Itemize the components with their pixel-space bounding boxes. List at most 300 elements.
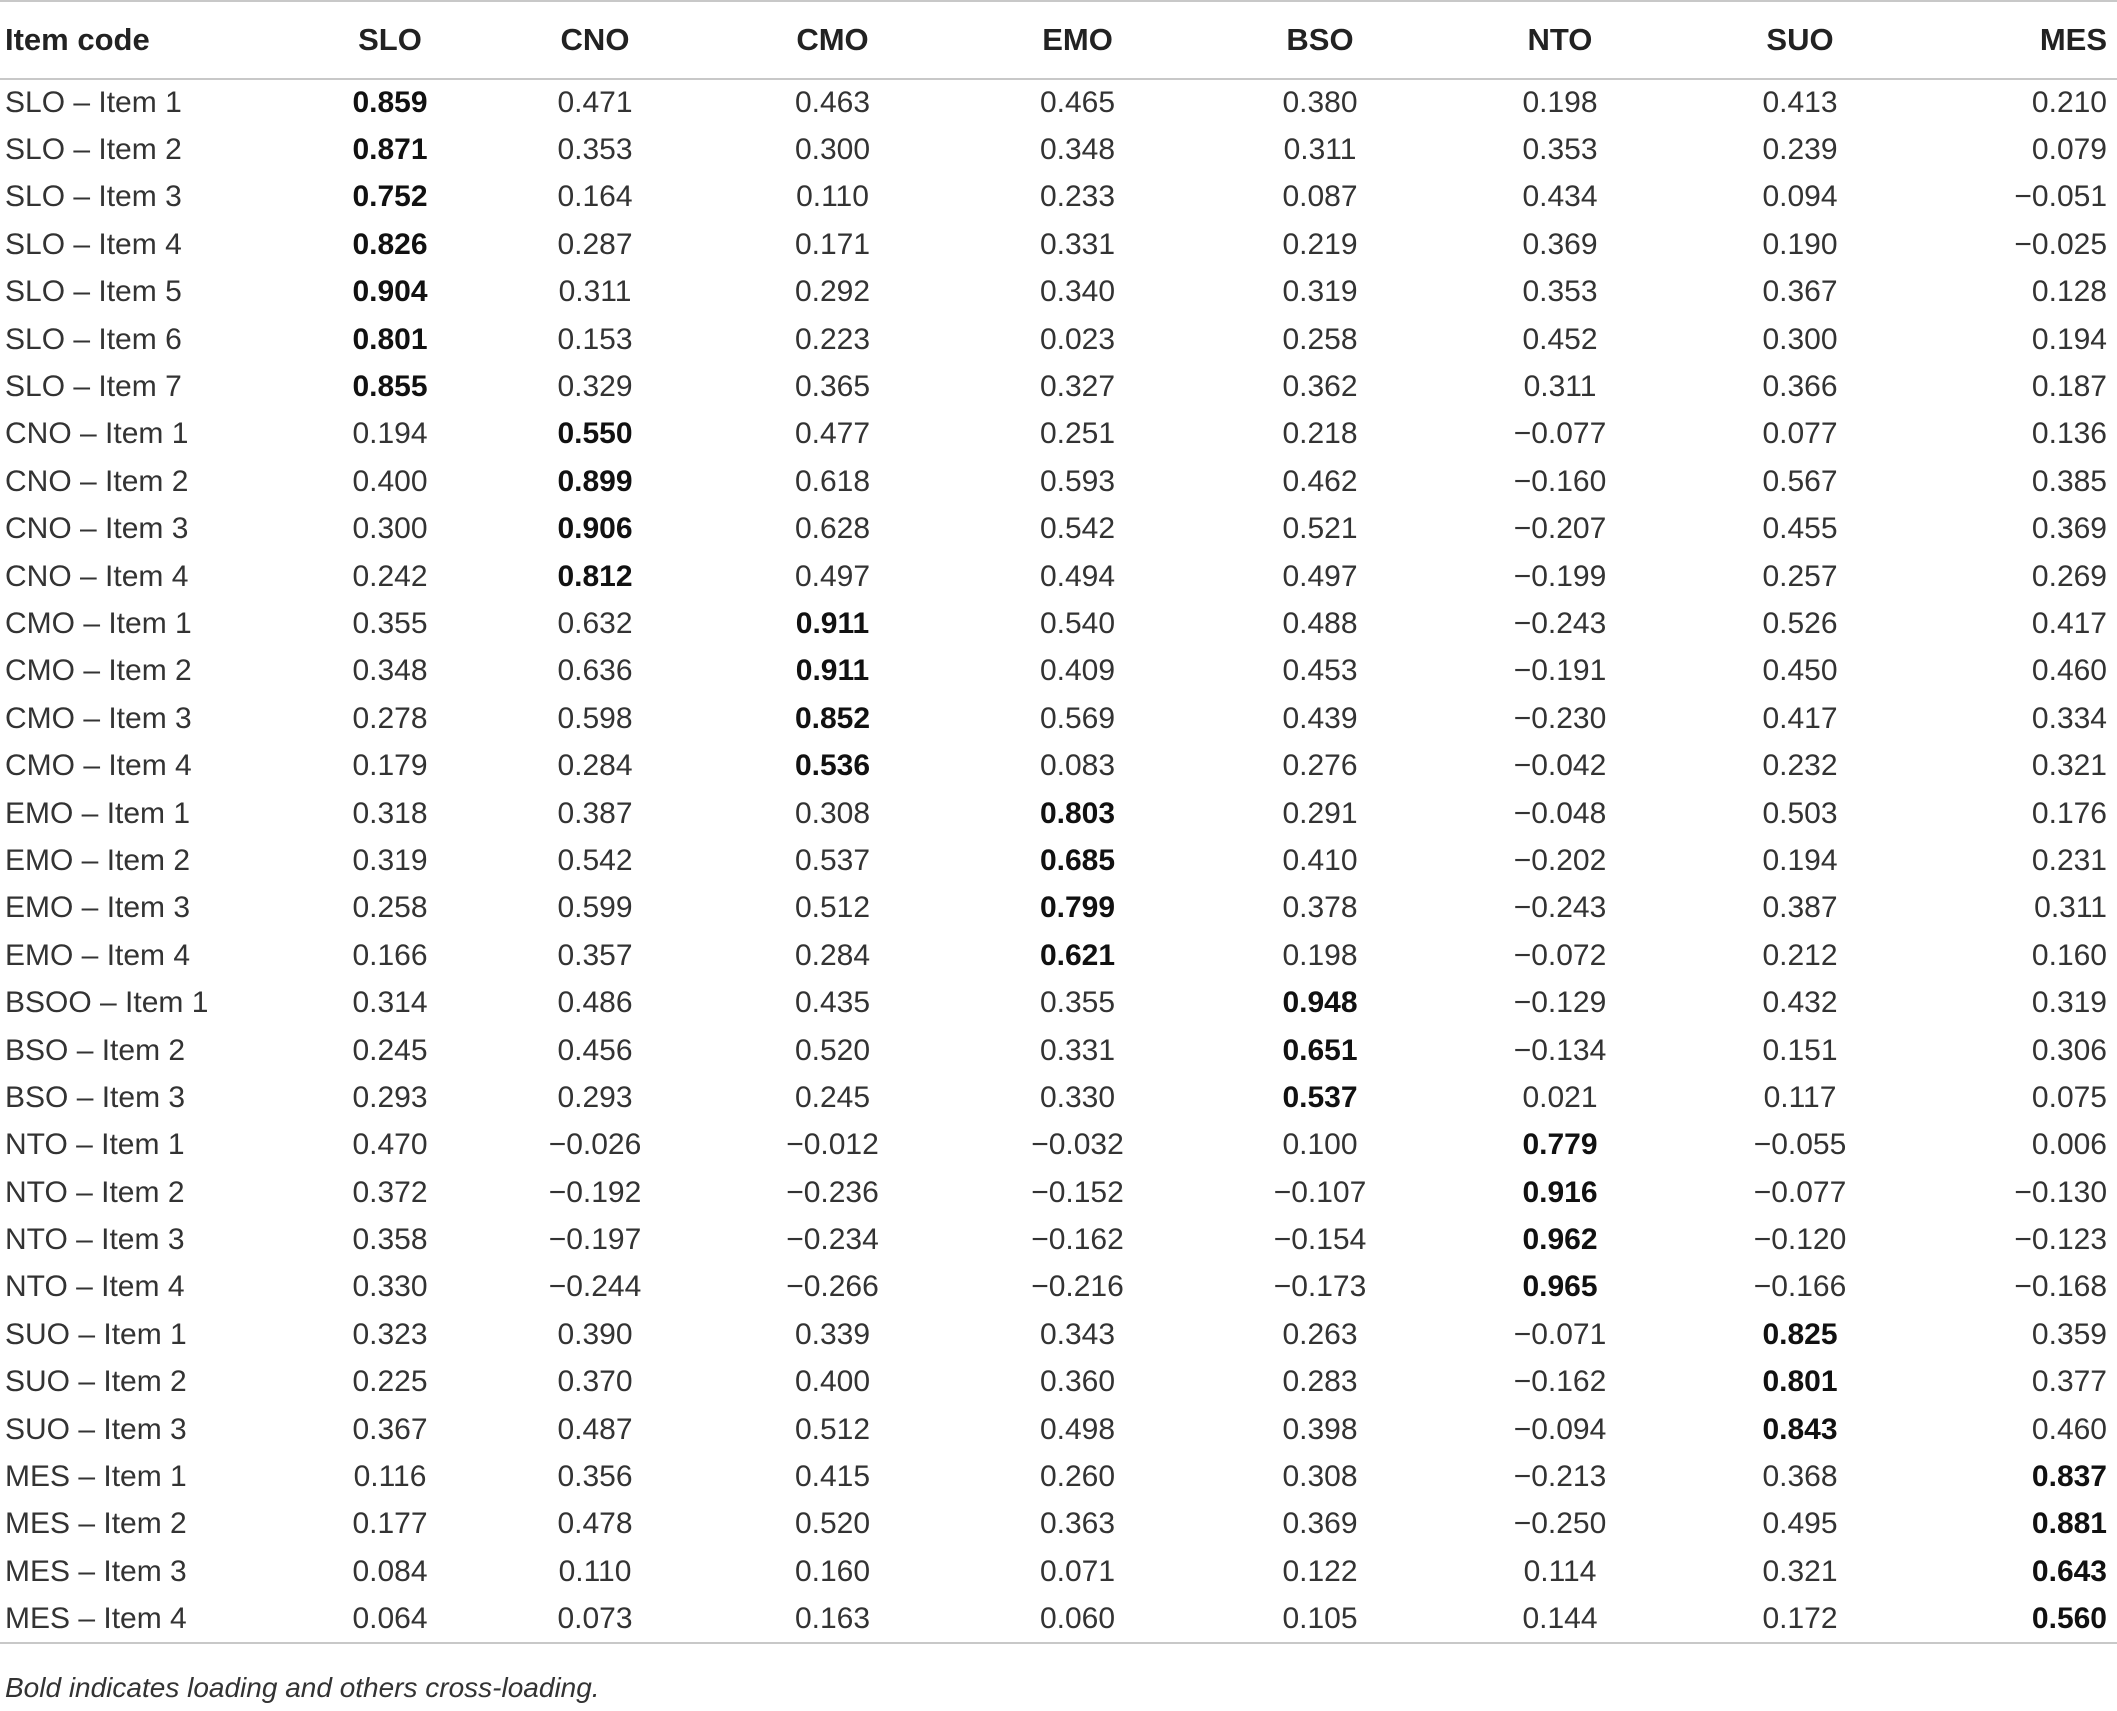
cross-loading-cell: 0.269 <box>2031 559 2107 593</box>
cross-loading-cell: 0.456 <box>557 1033 633 1067</box>
cross-loading-cell: 0.495 <box>1762 1507 1838 1541</box>
cross-loading-cell: 0.348 <box>1039 133 1116 167</box>
loading-cell: 0.801 <box>1762 1365 1838 1399</box>
cross-loading-cell: 0.413 <box>1762 86 1838 120</box>
cross-loading-cell: 0.353 <box>557 133 633 167</box>
cross-loading-cell: 0.540 <box>1039 606 1116 640</box>
table-row <box>0 932 2117 979</box>
cross-loading-cell: 0.417 <box>2031 606 2107 640</box>
cross-loading-cell: 0.176 <box>2031 796 2107 830</box>
cross-loading-cell: 0.372 <box>352 1175 428 1209</box>
cross-loading-cell: 0.075 <box>2031 1080 2107 1114</box>
cross-loading-cell: 0.460 <box>2031 1412 2107 1446</box>
cross-loading-cell: 0.021 <box>1522 1080 1598 1114</box>
cross-loading-cell: 0.087 <box>1282 180 1358 214</box>
cross-loading-cell: 0.462 <box>1282 464 1358 498</box>
table-row <box>0 363 2117 410</box>
cross-loading-cell: 0.417 <box>1762 701 1838 735</box>
cross-loading-cell: 0.308 <box>794 796 871 830</box>
cross-loading-cell: 0.378 <box>1282 891 1358 925</box>
cross-loading-cell: 0.367 <box>1762 275 1838 309</box>
table-row <box>0 837 2117 884</box>
cross-loading-cell: 0.064 <box>300 1596 480 1643</box>
cross-loading-cell: 0.537 <box>794 843 871 877</box>
cross-loading-cell: 0.520 <box>794 1033 871 1067</box>
cross-loading-cell: 0.331 <box>1039 227 1116 261</box>
loading-cell: 0.962 <box>1522 1223 1598 1257</box>
cross-loading-cell: 0.599 <box>557 891 633 925</box>
table-row <box>0 1359 2117 1406</box>
column-header-cno: CNO <box>480 1 710 79</box>
cross-loading-cell: 0.503 <box>1762 796 1838 830</box>
cross-loading-cell: −0.243 <box>1513 891 1607 925</box>
loading-cell: 0.843 <box>1762 1412 1838 1446</box>
cross-loading-cell: 0.520 <box>794 1507 871 1541</box>
cross-loading-cell: 0.398 <box>1282 1412 1358 1446</box>
cross-loading-cell: 0.330 <box>1039 1080 1116 1114</box>
cross-loading-cell: 0.327 <box>1039 370 1116 404</box>
cross-loading-cell: 0.471 <box>557 86 633 120</box>
cross-loading-cell: 0.276 <box>1282 749 1358 783</box>
table-row <box>0 1453 2117 1500</box>
cross-loading-cell: 0.187 <box>2031 370 2107 404</box>
cross-loading-cell: 0.300 <box>352 512 428 546</box>
cross-loading-cell: 0.319 <box>1282 275 1358 309</box>
item-code-cell: CMO – Item 3 <box>5 701 192 735</box>
cross-loading-cell: 0.258 <box>352 891 428 925</box>
table-row <box>0 1406 2117 1453</box>
item-code-cell: MES – Item 1 <box>5 1460 187 1494</box>
cross-loading-cell: 0.358 <box>352 1223 428 1257</box>
cross-loading-cell: 0.293 <box>352 1080 428 1114</box>
cross-loading-cell: 0.593 <box>1039 464 1116 498</box>
cross-loading-cell: 0.330 <box>352 1270 428 1304</box>
cross-loading-cell: 0.218 <box>1282 417 1358 451</box>
cross-loading-cell: 0.094 <box>1762 180 1838 214</box>
cross-loading-cell: 0.321 <box>2031 749 2107 783</box>
cross-loading-cell: 0.353 <box>1522 133 1598 167</box>
cross-loading-cell: −0.107 <box>1273 1175 1367 1209</box>
table-row <box>0 1216 2117 1263</box>
cross-loading-cell: 0.470 <box>352 1128 428 1162</box>
cross-loading-cell: −0.032 <box>1031 1128 1124 1162</box>
cross-loading-cell: 0.366 <box>1762 370 1838 404</box>
cross-loading-cell: 0.263 <box>1282 1317 1358 1351</box>
cross-loading-cell: 0.542 <box>1039 512 1116 546</box>
table-row <box>0 79 2117 126</box>
column-header-suo: SUO <box>1680 1 1920 79</box>
item-code-cell: SUO – Item 1 <box>5 1317 187 1351</box>
item-code-cell: SLO – Item 3 <box>5 180 182 214</box>
cross-loading-cell: 0.198 <box>1282 938 1358 972</box>
cross-loading-cell: 0.006 <box>2031 1128 2107 1162</box>
item-code-cell: SLO – Item 1 <box>5 86 182 120</box>
cross-loading-cell: 0.387 <box>557 796 633 830</box>
cross-loading-cell: 0.368 <box>1762 1460 1838 1494</box>
cross-loading-cell: −0.199 <box>1513 559 1607 593</box>
cross-loading-cell: 0.084 <box>352 1554 428 1588</box>
loading-cell: 0.651 <box>1282 1033 1358 1067</box>
loading-cell: 0.948 <box>1282 986 1358 1020</box>
cross-loading-cell: −0.230 <box>1513 701 1607 735</box>
cross-loading-cell: 0.164 <box>557 180 633 214</box>
cross-loading-cell: 0.542 <box>557 843 633 877</box>
cross-loading-cell: 0.260 <box>1039 1460 1116 1494</box>
item-code-cell: SLO – Item 7 <box>5 370 182 404</box>
cross-loading-cell: −0.173 <box>1273 1270 1367 1304</box>
cross-loading-cell: −0.042 <box>1513 749 1607 783</box>
cross-loading-cell: 0.400 <box>352 464 428 498</box>
table-row <box>0 742 2117 789</box>
item-code-cell: SLO – Item 6 <box>5 322 182 356</box>
cross-loading-cell: 0.163 <box>710 1596 955 1643</box>
cross-loading-cell: 0.284 <box>557 749 633 783</box>
cross-loading-cell: −0.166 <box>1753 1270 1847 1304</box>
cross-loading-cell: 0.105 <box>1200 1596 1440 1643</box>
cross-loading-cell: 0.083 <box>1039 749 1116 783</box>
cross-loading-cell: 0.487 <box>557 1412 633 1446</box>
cross-loading-cell: 0.494 <box>1039 559 1116 593</box>
item-code-cell: SLO – Item 5 <box>5 275 182 309</box>
cross-loading-cell: 0.194 <box>1762 843 1838 877</box>
cross-loading-cell: −0.160 <box>1513 464 1607 498</box>
loading-cell: 0.826 <box>352 227 428 261</box>
cross-loading-cell: 0.308 <box>1282 1460 1358 1494</box>
cross-loading-cell: 0.311 <box>558 275 632 309</box>
cross-loading-cell: 0.210 <box>2031 86 2107 120</box>
cross-loading-cell: 0.100 <box>1282 1128 1358 1162</box>
cross-loading-cell: 0.365 <box>794 370 871 404</box>
cross-loading-cell: 0.460 <box>2031 654 2107 688</box>
cross-loading-cell: 0.318 <box>352 796 428 830</box>
cross-loading-cell: 0.618 <box>794 464 871 498</box>
cross-loading-cell: 0.071 <box>1039 1554 1116 1588</box>
cross-loading-cell: 0.122 <box>1282 1554 1358 1588</box>
cross-loading-cell: 0.172 <box>1680 1596 1920 1643</box>
cross-loading-cell: 0.219 <box>1282 227 1358 261</box>
table-row <box>0 553 2117 600</box>
cross-loading-cell: 0.450 <box>1762 654 1838 688</box>
loading-cell: 0.537 <box>1282 1080 1358 1114</box>
cross-loading-cell: −0.048 <box>1513 796 1607 830</box>
cross-loading-cell: −0.055 <box>1753 1128 1847 1162</box>
cross-loading-cell: 0.369 <box>1282 1507 1358 1541</box>
table-row <box>0 411 2117 458</box>
cross-loading-cell: 0.390 <box>557 1317 633 1351</box>
loading-cell: 0.812 <box>557 559 633 593</box>
cross-loading-cell: 0.251 <box>1039 417 1116 451</box>
cross-loading-cell: 0.073 <box>480 1596 710 1643</box>
cross-loading-cell: 0.434 <box>1522 180 1598 214</box>
cross-loading-cell: 0.452 <box>1522 322 1598 356</box>
loading-cell: 0.859 <box>352 86 428 120</box>
cross-loading-cell: 0.357 <box>557 938 633 972</box>
cross-loading-cell: −0.154 <box>1273 1223 1367 1257</box>
cross-loading-cell: 0.478 <box>557 1507 633 1541</box>
cross-loading-cell: 0.334 <box>2031 701 2107 735</box>
loading-cell: 0.685 <box>1039 843 1116 877</box>
cross-loading-cell: 0.190 <box>1762 227 1838 261</box>
cross-loading-cell: 0.198 <box>1522 86 1598 120</box>
column-header-cmo: CMO <box>710 1 955 79</box>
cross-loading-cell: 0.463 <box>794 86 871 120</box>
cross-loading-cell: 0.306 <box>2031 1033 2107 1067</box>
table-row <box>0 1548 2117 1595</box>
cross-loading-cell: 0.348 <box>352 654 428 688</box>
cross-loading-cell: 0.512 <box>794 1412 871 1446</box>
item-code-cell: CMO – Item 2 <box>5 654 192 688</box>
column-header-emo: EMO <box>955 1 1200 79</box>
cross-loading-cell: 0.257 <box>1762 559 1838 593</box>
loading-cell: 0.550 <box>557 417 633 451</box>
table-row <box>0 1027 2117 1074</box>
item-code-cell: MES – Item 2 <box>5 1507 187 1541</box>
cross-loading-cell: 0.311 <box>2034 891 2107 925</box>
cross-loading-cell: 0.321 <box>1762 1554 1838 1588</box>
cross-loading-cell: 0.077 <box>1762 417 1838 451</box>
cross-loading-cell: −0.134 <box>1513 1033 1607 1067</box>
item-code-cell: SLO – Item 2 <box>5 133 182 167</box>
cross-loading-cell: 0.023 <box>1039 322 1116 356</box>
item-code-cell: SUO – Item 2 <box>5 1365 187 1399</box>
cross-loading-cell: 0.293 <box>557 1080 633 1114</box>
cross-loading-cell: 0.291 <box>1282 796 1358 830</box>
cross-loading-cell: 0.110 <box>558 1554 632 1588</box>
cross-loading-cell: 0.151 <box>1762 1033 1838 1067</box>
cross-loading-cell: 0.385 <box>2031 464 2107 498</box>
table-row <box>0 506 2117 553</box>
cross-loading-cell: 0.521 <box>1282 512 1358 546</box>
cross-loading-cell: 0.060 <box>955 1596 1200 1643</box>
item-code-cell: EMO – Item 2 <box>5 843 191 877</box>
cross-loading-cell: 0.114 <box>1523 1554 1597 1588</box>
cross-loading-cell: 0.314 <box>352 986 428 1020</box>
cross-loading-cell: 0.636 <box>557 654 633 688</box>
cross-loading-cell: 0.136 <box>2031 417 2107 451</box>
cross-loading-cell: 0.284 <box>794 938 871 972</box>
cross-loading-cell: 0.435 <box>794 986 871 1020</box>
cross-loading-cell: 0.497 <box>794 559 871 593</box>
cross-loading-cell: 0.144 <box>1440 1596 1680 1643</box>
cross-loading-cell: 0.526 <box>1762 606 1838 640</box>
item-code-cell: NTO – Item 3 <box>5 1223 185 1257</box>
cross-loading-cell: 0.245 <box>352 1033 428 1067</box>
loading-cell: 0.560 <box>1920 1596 2117 1643</box>
cross-loading-cell: 0.632 <box>557 606 633 640</box>
cross-loading-cell: 0.387 <box>1762 891 1838 925</box>
cross-loading-cell: −0.077 <box>1513 417 1607 451</box>
table-row <box>0 885 2117 932</box>
cross-loading-cell: 0.360 <box>1039 1365 1116 1399</box>
cross-loading-cell: 0.212 <box>1762 938 1838 972</box>
table-row <box>0 695 2117 742</box>
cross-loading-cell: 0.569 <box>1039 701 1116 735</box>
column-header-bso: BSO <box>1200 1 1440 79</box>
cross-loading-cell: 0.232 <box>1762 749 1838 783</box>
loading-cell: 0.965 <box>1522 1270 1598 1304</box>
item-code-cell: MES – Item 3 <box>5 1554 187 1588</box>
cross-loading-cell: 0.117 <box>1763 1080 1837 1114</box>
table-row <box>0 458 2117 505</box>
cross-loading-cell: −0.152 <box>1031 1175 1124 1209</box>
cross-loading-cell: 0.356 <box>557 1460 633 1494</box>
cross-loading-cell: −0.051 <box>2014 180 2107 214</box>
cross-loading-cell: −0.234 <box>786 1223 879 1257</box>
cross-loading-cell: 0.292 <box>794 275 871 309</box>
cross-loading-cell: 0.242 <box>352 559 428 593</box>
item-code-cell: CNO – Item 1 <box>5 417 189 451</box>
cross-loading-cell: −0.162 <box>1031 1223 1124 1257</box>
cross-loading-cell: 0.340 <box>1039 275 1116 309</box>
table-row <box>0 790 2117 837</box>
cross-loading-cell: −0.130 <box>2014 1175 2107 1209</box>
table-row <box>0 1074 2117 1121</box>
column-header-mes: MES <box>1920 1 2117 79</box>
item-code-cell: NTO – Item 2 <box>5 1175 185 1209</box>
item-code-cell: EMO – Item 3 <box>5 891 191 925</box>
cross-loading-cell: 0.329 <box>557 370 633 404</box>
loading-cell: 0.536 <box>794 749 871 783</box>
item-code-cell: NTO – Item 4 <box>5 1270 185 1304</box>
cross-loading-cell: 0.233 <box>1039 180 1116 214</box>
cross-loading-cell: −0.192 <box>548 1175 642 1209</box>
item-code-cell: SLO – Item 4 <box>5 227 182 261</box>
cross-loading-cell: 0.319 <box>352 843 428 877</box>
table-row <box>0 1596 2117 1643</box>
cross-loading-cell: 0.369 <box>2031 512 2107 546</box>
cross-loading-cell: −0.244 <box>548 1270 642 1304</box>
cross-loading-cell: 0.300 <box>794 133 871 167</box>
cross-loading-cell: −0.236 <box>786 1175 879 1209</box>
cross-loading-cell: 0.160 <box>794 1554 871 1588</box>
loading-cell: 0.904 <box>352 275 428 309</box>
cross-loading-cell: 0.362 <box>1282 370 1358 404</box>
table-row <box>0 1264 2117 1311</box>
cross-loading-cell: −0.202 <box>1513 843 1607 877</box>
cross-loading-cell: −0.123 <box>2014 1223 2107 1257</box>
cross-loading-cell: 0.339 <box>794 1317 871 1351</box>
loading-cell: 0.621 <box>1039 938 1116 972</box>
cross-loading-cell: 0.455 <box>1762 512 1838 546</box>
loading-cell: 0.881 <box>2031 1507 2107 1541</box>
item-code-cell: BSOO – Item 1 <box>5 986 209 1020</box>
cross-loading-cell: 0.278 <box>352 701 428 735</box>
item-code-cell: EMO – Item 4 <box>5 938 191 972</box>
item-code-cell: CNO – Item 2 <box>5 464 189 498</box>
cross-loading-cell: 0.287 <box>557 227 633 261</box>
cross-loading-cell: 0.223 <box>794 322 871 356</box>
cross-loading-cell: 0.380 <box>1282 86 1358 120</box>
cross-loading-cell: 0.231 <box>2031 843 2107 877</box>
cross-loading-cell: 0.488 <box>1282 606 1358 640</box>
column-header-item-code: Item code <box>0 1 300 79</box>
cross-loading-cell: 0.370 <box>557 1365 633 1399</box>
cross-loading-cell: 0.116 <box>353 1460 427 1494</box>
cross-loading-cell: 0.369 <box>1522 227 1598 261</box>
cross-loading-cell: 0.628 <box>794 512 871 546</box>
table-row <box>0 1122 2117 1169</box>
item-code-cell: CNO – Item 4 <box>5 559 189 593</box>
cross-loading-cell: 0.359 <box>2031 1317 2107 1351</box>
item-code-cell: CNO – Item 3 <box>5 512 189 546</box>
table-row <box>0 600 2117 647</box>
cross-loading-cell: 0.300 <box>1762 322 1838 356</box>
table-header-row <box>0 1 2117 79</box>
cross-loading-cell: −0.243 <box>1513 606 1607 640</box>
loading-cell: 0.911 <box>795 654 870 688</box>
table-row <box>0 1501 2117 1548</box>
table-row <box>0 269 2117 316</box>
cross-loading-cell: 0.409 <box>1039 654 1116 688</box>
cross-loading-cell: 0.160 <box>2031 938 2107 972</box>
cross-loading-cell: 0.486 <box>557 986 633 1020</box>
cross-loading-cell: −0.025 <box>2014 227 2107 261</box>
cross-loading-cell: −0.077 <box>1753 1175 1847 1209</box>
cross-loading-cell: −0.266 <box>786 1270 879 1304</box>
cross-loading-cell: 0.179 <box>352 749 428 783</box>
cross-loading-cell: 0.415 <box>794 1460 871 1494</box>
cross-loading-cell: 0.245 <box>794 1080 871 1114</box>
table-row <box>0 174 2117 221</box>
table-footnote: Bold indicates loading and others cross-loading. <box>5 1672 600 1703</box>
cross-loading-cell: 0.194 <box>2031 322 2107 356</box>
cross-loading-cell: 0.319 <box>2031 986 2107 1020</box>
cross-loading-cell: 0.498 <box>1039 1412 1116 1446</box>
loading-cell: 0.803 <box>1039 796 1116 830</box>
item-code-cell: NTO – Item 1 <box>5 1128 185 1162</box>
cross-loading-cell: 0.166 <box>352 938 428 972</box>
column-header-nto: NTO <box>1440 1 1680 79</box>
cross-loading-cell: 0.311 <box>1523 370 1597 404</box>
cross-loading-cell: −0.216 <box>1031 1270 1124 1304</box>
cross-loading-cell: 0.343 <box>1039 1317 1116 1351</box>
item-code-cell: CMO – Item 1 <box>5 606 192 640</box>
cross-loading-cell: −0.207 <box>1513 512 1607 546</box>
cross-loading-cell: −0.120 <box>1753 1223 1847 1257</box>
cross-loading-cell: 0.171 <box>794 227 871 261</box>
item-code-cell: BSO – Item 2 <box>5 1033 186 1067</box>
table-body <box>0 79 2117 1643</box>
cross-loading-cell: 0.477 <box>794 417 871 451</box>
table-row <box>0 648 2117 695</box>
item-code-cell: CMO – Item 4 <box>5 749 192 783</box>
cross-loading-cell: 0.465 <box>1039 86 1116 120</box>
cross-loading-cell: 0.453 <box>1282 654 1358 688</box>
cross-loading-cell: 0.497 <box>1282 559 1358 593</box>
cross-loading-cell: 0.567 <box>1762 464 1838 498</box>
loading-cell: 0.871 <box>352 133 428 167</box>
loading-cell: 0.801 <box>352 322 428 356</box>
cross-loading-cell: 0.353 <box>1522 275 1598 309</box>
cross-loading-cell: −0.168 <box>2014 1270 2107 1304</box>
loading-cell: 0.911 <box>795 606 870 640</box>
cross-loading-cell: 0.377 <box>2031 1365 2107 1399</box>
cross-loading-cell: 0.331 <box>1039 1033 1116 1067</box>
cross-loading-cell: 0.177 <box>352 1507 428 1541</box>
cross-loading-cell: 0.355 <box>1039 986 1116 1020</box>
cross-loading-cell: −0.071 <box>1513 1317 1607 1351</box>
item-code-cell: SUO – Item 3 <box>5 1412 187 1446</box>
cross-loading-cell: 0.079 <box>2031 133 2107 167</box>
table-row <box>0 1311 2117 1358</box>
loading-cell: 0.825 <box>1762 1317 1838 1351</box>
cross-loading-cell: 0.128 <box>2031 275 2107 309</box>
cross-loading-cell: 0.512 <box>794 891 871 925</box>
cross-loading-cell: 0.432 <box>1762 986 1838 1020</box>
cross-loading-cell: −0.072 <box>1513 938 1607 972</box>
cross-loading-cell: −0.250 <box>1513 1507 1607 1541</box>
cross-loading-cell: −0.012 <box>786 1128 879 1162</box>
